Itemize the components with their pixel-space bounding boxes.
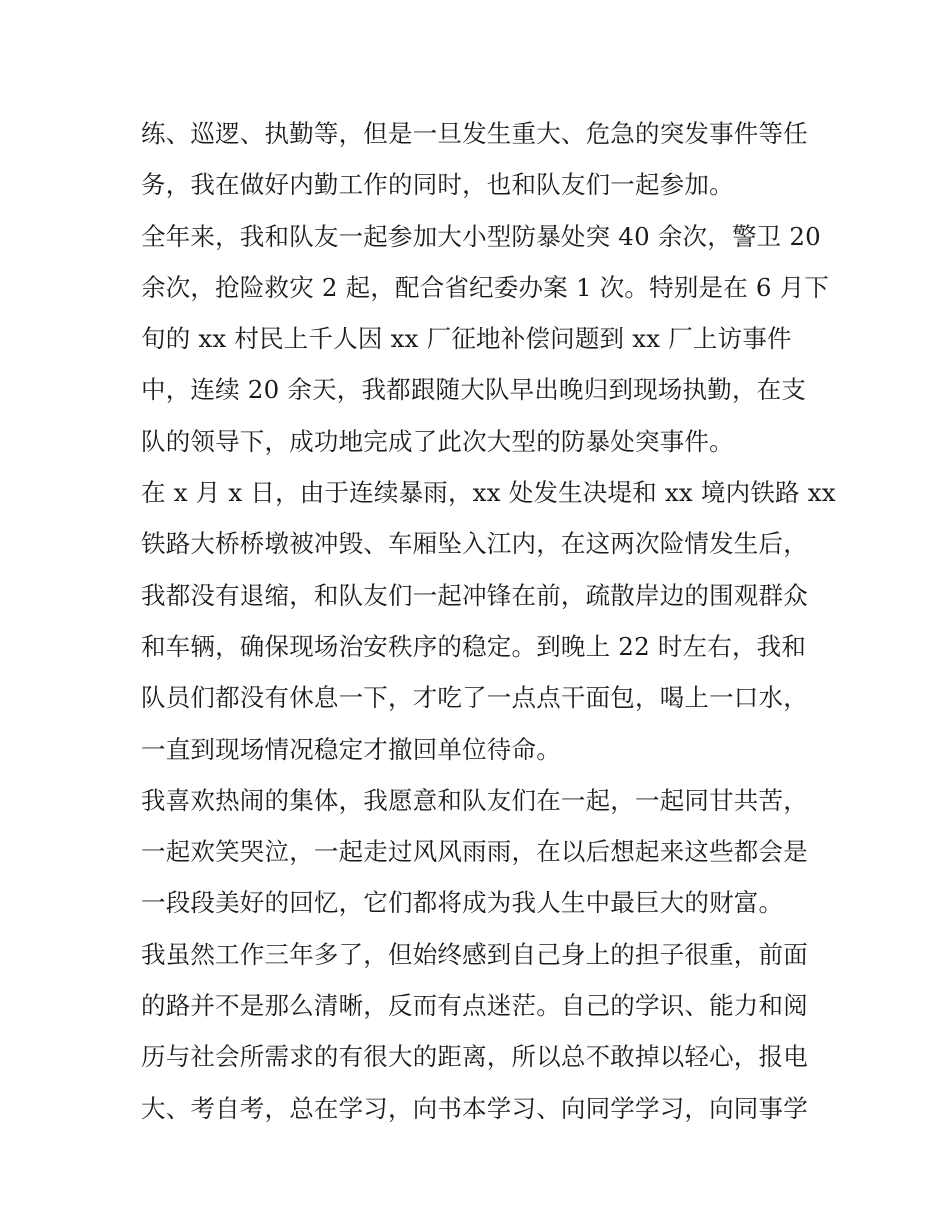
body-text — [141, 108, 836, 1134]
text-line: 在 x 月 x 日，由于连续暴雨，xx 处发生决堤和 xx 境内铁路 xx — [141, 478, 836, 508]
text-line: 队的领导下，成功地完成了此次大型的防暴处突事件。 — [141, 426, 734, 456]
text-line: 大、考自考，总在学习，向书本学习、向同学学习，向同事学 — [141, 1093, 808, 1123]
text-line: 一直到现场情况稳定才撤回单位待命。 — [141, 734, 561, 764]
text-line: 队员们都没有休息一下，才吃了一点点干面包，喝上一口水， — [141, 683, 808, 713]
text-line: 练、巡逻、执勤等，但是一旦发生重大、危急的突发事件等任 — [141, 119, 808, 148]
text-line: 一段段美好的回忆，它们都将成为我人生中最巨大的财富。 — [141, 888, 784, 918]
text-line: 我都没有退缩，和队友们一起冲锋在前，疏散岸边的围观群众 — [141, 580, 808, 610]
text-line: 全年来，我和队友一起参加大小型防暴处突 40 余次，警卫 20 — [141, 221, 821, 251]
text-line: 我虽然工作三年多了，但始终感到自己身上的担子很重，前面 — [141, 939, 808, 969]
text-line: 中，连续 20 余天，我都跟随大队早出晚归到现场执勤，在支 — [141, 375, 807, 405]
text-line: 历与社会所需求的有很大的距离，所以总不敢掉以轻心，报电 — [141, 1042, 808, 1072]
text-line: 我喜欢热闹的集体，我愿意和队友们在一起，一起同甘共苦， — [141, 785, 808, 815]
text-line: 余次，抢险救灾 2 起，配合省纪委办案 1 次。特别是在 6 月下 — [141, 272, 830, 302]
text-line: 铁路大桥桥墩被冲毁、车厢坠入江内，在这两次险情发生后， — [141, 529, 808, 559]
text-line: 一起欢笑哭泣，一起走过风风雨雨，在以后想起来这些都会是 — [141, 837, 808, 867]
text-line: 和车辆，确保现场治安秩序的稳定。到晚上 22 时左右，我和 — [141, 631, 807, 661]
text-line: 旬的 xx 村民上千人因 xx 厂征地补偿问题到 xx 厂上访事件 — [141, 324, 792, 354]
text-line: 务，我在做好内勤工作的同时，也和队友们一起参加。 — [141, 170, 734, 200]
text-line: 的路并不是那么清晰，反而有点迷茫。自己的学识、能力和阅 — [141, 991, 808, 1021]
